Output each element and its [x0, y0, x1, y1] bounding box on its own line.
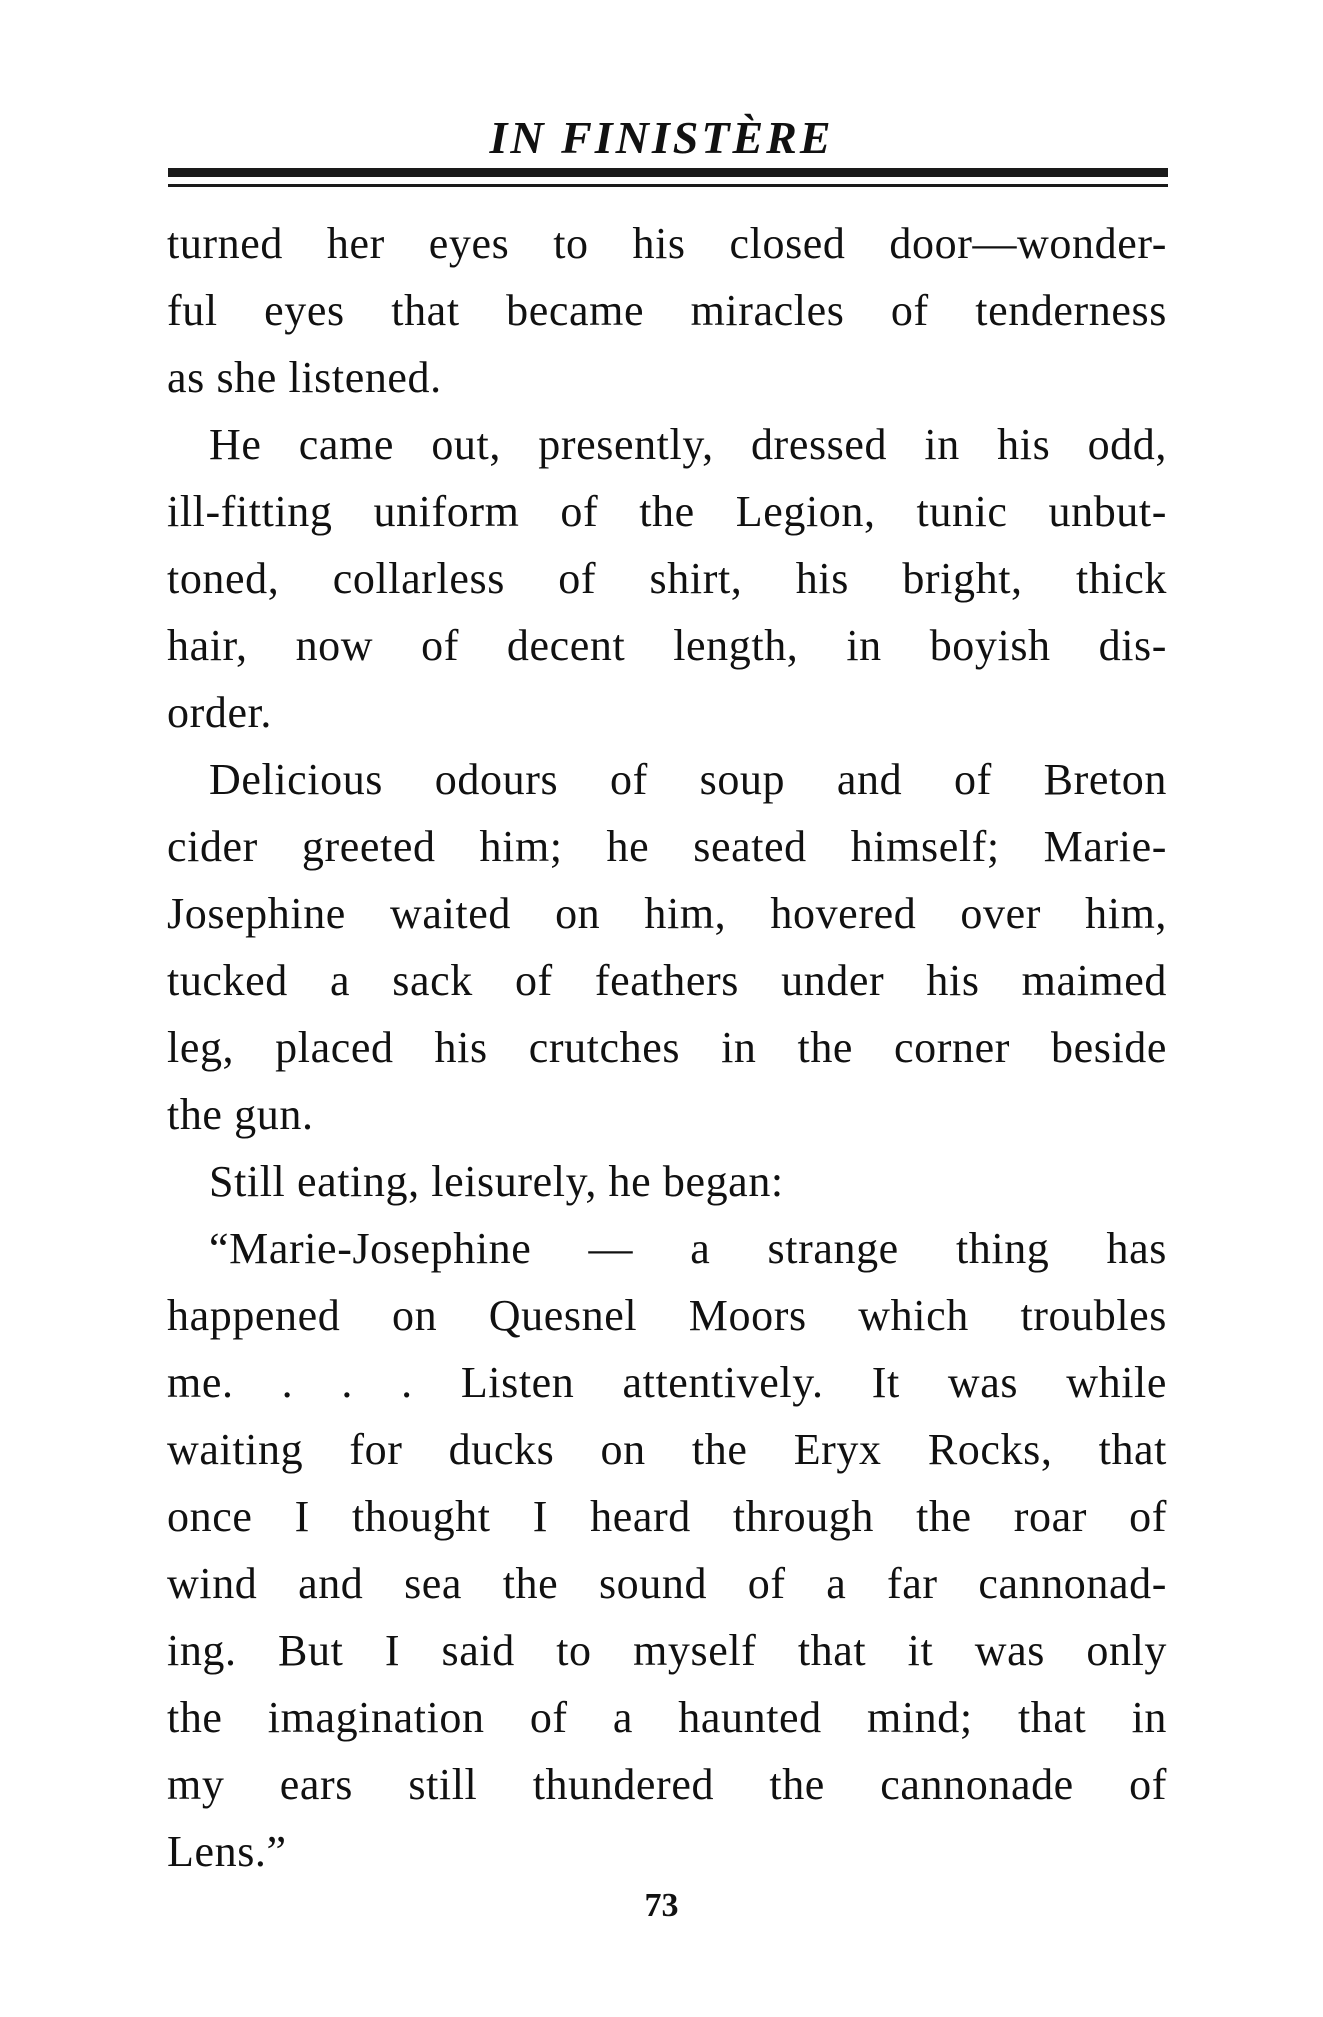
text-line: order.: [167, 688, 273, 737]
text-line: waiting for ducks on the Eryx Rocks, that: [167, 1425, 1167, 1474]
text-line: Josephine waited on him, hovered over him,: [167, 889, 1167, 938]
text-line: “Marie-Josephine — a strange thing has: [209, 1224, 1167, 1273]
text-line: Lens.”: [167, 1827, 287, 1876]
header-rule-thick: [168, 168, 1168, 177]
text-line: the imagination of a haunted mind; that in: [167, 1693, 1167, 1742]
text-line: cider greeted him; he seated himself; Marie-: [167, 822, 1167, 871]
text-line: Delicious odours of soup and of Breton: [209, 755, 1167, 804]
text-line: my ears still thundered the cannonade of: [167, 1760, 1167, 1809]
text-line: tucked a sack of feathers under his maimed: [167, 956, 1167, 1005]
text-line: me. . . . Listen attentively. It was while: [167, 1358, 1167, 1407]
text-line: Still eating, leisurely, he began:: [209, 1157, 784, 1206]
text-line: ill-fitting uniform of the Legion, tunic unbut-: [167, 487, 1167, 536]
text-line: toned, collarless of shirt, his bright, thick: [167, 554, 1167, 603]
text-line: turned her eyes to his closed door—wonder-: [167, 219, 1167, 268]
running-head: IN FINISTÈRE: [489, 112, 834, 163]
header-rule-thin: [168, 184, 1168, 187]
text-line: as she listened.: [167, 353, 442, 402]
text-line: wind and sea the sound of a far cannonad-: [167, 1559, 1167, 1608]
body-text: [167, 210, 1167, 1885]
text-line: happened on Quesnel Moors which troubles: [167, 1291, 1167, 1340]
text-line: once I thought I heard through the roar of: [167, 1492, 1167, 1541]
text-line: the gun.: [167, 1090, 314, 1139]
text-line: ful eyes that became miracles of tenderness: [167, 286, 1167, 335]
text-line: hair, now of decent length, in boyish dis-: [167, 621, 1167, 670]
text-line: leg, placed his crutches in the corner beside: [167, 1023, 1167, 1072]
text-line: He came out, presently, dressed in his odd,: [209, 420, 1167, 469]
text-line: ing. But I said to myself that it was only: [167, 1626, 1167, 1675]
page-number: 73: [644, 1887, 679, 1924]
